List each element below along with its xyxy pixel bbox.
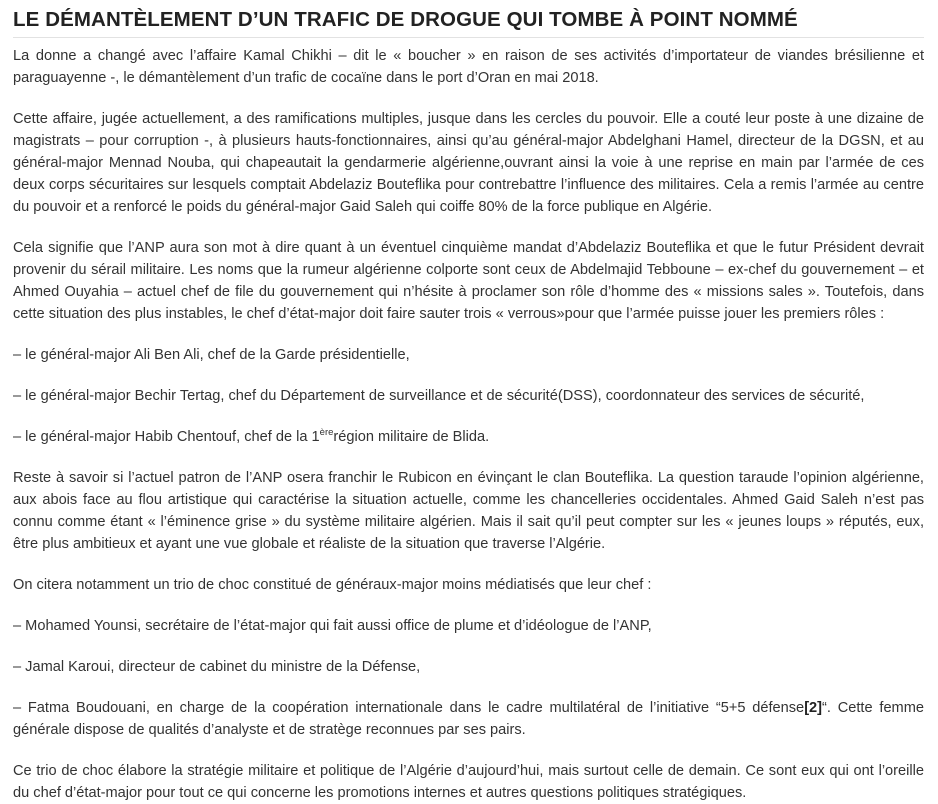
list-item-habib-chentouf [13,426,924,448]
paragraph-intro: La donne a changé avec l’affaire Kamal Chikhi – dit le « boucher » en raison de ses activités d’importateur de viandes brésilienne et paraguayenne -, le démantèlement d’un trafic de cocaïne dans le port d’Oran en mai 2018. [13,48,924,86]
list-item-ali-ben-ali: – le général-major Ali Ben Ali, chef de la Garde présidentielle, [13,347,410,363]
list-item-fatma-boudouani [13,697,924,741]
paragraph-rubicon: Reste à savoir si l’actuel patron de l’ANP osera franchir le Rubicon en évinçant le clan Bouteflika. La question taraude l’opinion algérienne, aux abois face au flou artistique qui caractérise la situation actuelle, comme les chancelleries occidentales. Ahmed Gaid Saleh n’est pas connu comme étant « l’éminence grise » du système militaire algérien. Mais il sait qu’il peut compter sur les « jeunes loups » réputés, eux, être plus ambitieux et ayant une vue globale et réaliste de la situation que traverse l’Algérie. [13,470,924,552]
list-item-mohamed-younsi: – Mohamed Younsi, secrétaire de l’état-major qui fait aussi office de plume et d’idéologue de l’ANP, [13,618,652,634]
footnote-link[interactable]: [2] [804,700,823,716]
paragraph-anp: Cela signifie que l’ANP aura son mot à dire quant à un éventuel cinquième mandat d’Abdelaziz Bouteflika et que le futur Président devrait provenir du sérail militaire. Les noms que la rumeur algérienne colporte sont ceux de Abdelmajid Tebboune – ex-chef du gouvernement – et Ahmed Ouyahia – actuel chef de file du gouvernement qui n’hésite à proclamer son rôle d’homme des « missions sales ». Toutefois, dans cette situation des plus instables, le chef d’état-major doit faire sauter trois « verrous»pour que l’armée puisse jouer les premiers rôles : [13,240,924,322]
list-item-bechir-tertag: – le général-major Bechir Tertag, chef du Département de surveillance et de sécurité(DSS), coordonnateur des services de sécurité, [13,388,865,404]
paragraph-strategy: Ce trio de choc élabore la stratégie militaire et politique de l’Algérie d’aujourd’hui, mais surtout celle de demain. Ce sont eux qui ont l’oreille du chef d’état-major pour tout ce qui concerne les promotions internes et autres questions politiques stratégiques. [13,763,924,801]
list-item-text: région militaire de Blida. [333,429,490,445]
paragraph-affair: Cette affaire, jugée actuellement, a des ramifications multiples, jusque dans les cercles du pouvoir. Elle a couté leur poste à une dizaine de magistrats – pour corruption -, à plusieurs hauts-fonctionnaires, ainsi qu’au général-major Abdelghani Hamel, directeur de la DGSN, et au général-major Mennad Nouba, qui chapeautait la gendarmerie algérienne,ouvrant ainsi la voie à une reprise en main par l’armée de ces deux corps sécuritaires sur lesquels comptait Abdelaziz Bouteflika pour contrebattre l’influence des militaires. Cela a remis l’armée au centre du pouvoir et a renforcé le poids du général-major Gaid Saleh qui coiffe 80% de la force publique en Algérie. [13,111,924,215]
list-item-jamal-karoui: – Jamal Karoui, directeur de cabinet du ministre de la Défense, [13,659,421,675]
list-item-text: – le général-major Habib Chentouf, chef de la 1 [13,429,320,445]
article-title: LE DÉMANTÈLEMENT D’UN TRAFIC DE DROGUE QUI TOMBE À POINT NOMMÉ [13,6,924,38]
paragraph-trio-intro: On citera notamment un trio de choc constitué de généraux-major moins médiatisés que leur chef : [13,577,652,593]
list-item-text: – Fatma Boudouani, en charge de la coopération internationale dans le cadre multilatéral de l’initiative “5+5 défense [13,700,805,716]
list-item-text: “. Cette femme générale dispose de qualités d’analyste et de stratège reconnues par ses pairs. [13,700,924,738]
superscript-ordinal: ère [319,427,334,438]
